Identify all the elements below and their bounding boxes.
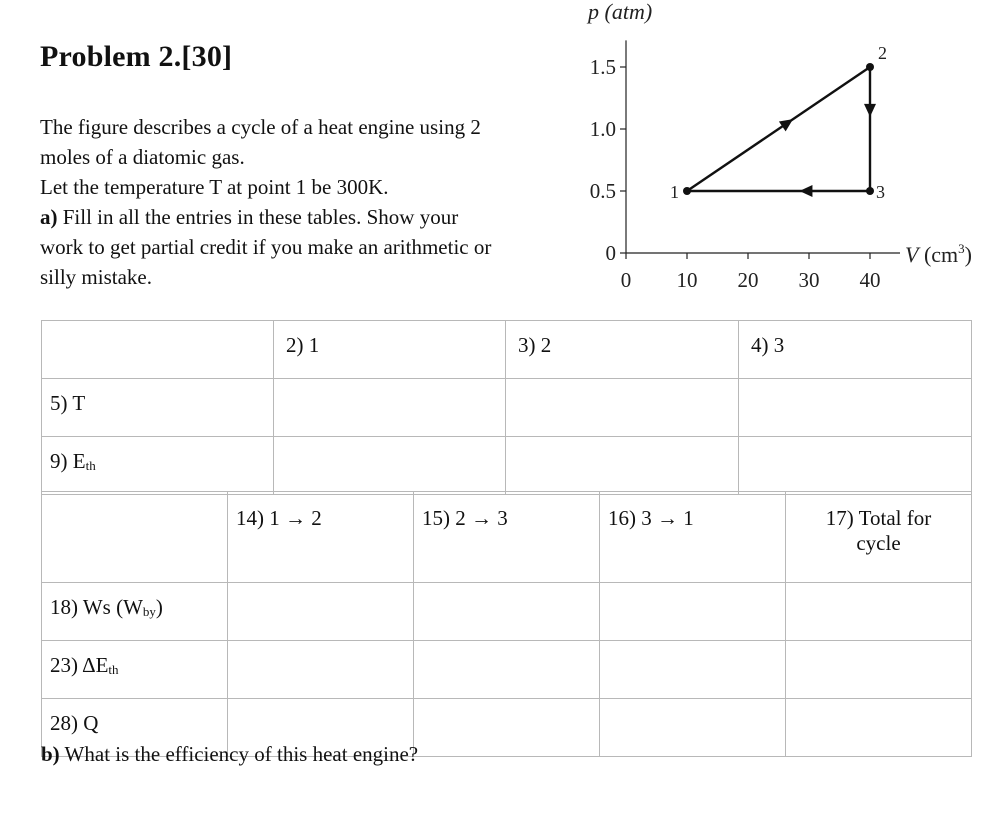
answer-cell[interactable] — [414, 641, 600, 699]
state-point-1 — [683, 187, 691, 195]
table2-row-label-work: 18) Ws (Wby) — [42, 583, 228, 641]
table1-header-point-1: 2) 1 — [274, 321, 506, 379]
y-tick-label: 0 — [605, 241, 616, 265]
table2-header-total: 17) Total for cycle — [786, 492, 972, 583]
process-table — [41, 491, 972, 757]
table2-header-process-1-2: 14) 1 → 2 — [228, 492, 414, 583]
problem-title: Problem 2.[30] — [40, 40, 233, 73]
table1-header-point-3: 4) 3 — [739, 321, 972, 379]
y-tick-label: 0.5 — [589, 179, 616, 203]
table1-row-label-temperature: 5) T — [42, 379, 274, 437]
state-point-label: 2 — [878, 43, 887, 63]
state-point-3 — [866, 187, 874, 195]
direction-arrow-icon — [779, 119, 793, 131]
y-tick-label: 1.0 — [589, 117, 616, 141]
table2-row-label-heat: 28) Q — [42, 699, 228, 757]
answer-cell[interactable] — [274, 437, 506, 495]
state-table — [41, 320, 972, 495]
intro-line: work to get partial credit if you make an arithmetic or — [40, 235, 492, 259]
answer-cell[interactable] — [786, 641, 972, 699]
y-tick-label: 1.5 — [589, 55, 616, 79]
x-tick-label: 30 — [798, 268, 820, 292]
problem-intro — [40, 112, 570, 292]
answer-cell[interactable] — [786, 699, 972, 757]
answer-cell[interactable] — [414, 583, 600, 641]
answer-cell[interactable] — [786, 583, 972, 641]
x-tick-label: 20 — [737, 268, 759, 292]
x-tick-label: 10 — [676, 268, 698, 292]
direction-arrow-icon — [864, 104, 876, 117]
x-axis-label: V $(cm^3)$ — [905, 241, 972, 267]
x-tick-label: 0 — [620, 268, 632, 292]
intro-line: silly mistake. — [40, 265, 152, 289]
answer-cell[interactable] — [274, 379, 506, 437]
answer-cell[interactable] — [600, 583, 786, 641]
intro-line: The figure describes a cycle of a heat engine using 2 — [40, 115, 481, 139]
x-tick-label: 40 — [859, 268, 881, 292]
answer-cell[interactable] — [506, 379, 739, 437]
table1-row-label-thermal-energy: 9) Eth — [42, 437, 274, 495]
part-b-question — [41, 742, 418, 767]
cycle-segment-1-2 — [687, 67, 870, 191]
answer-cell[interactable] — [228, 641, 414, 699]
answer-cell[interactable] — [600, 641, 786, 699]
y-axis-label: p (atm) — [588, 0, 653, 24]
answer-cell[interactable] — [600, 699, 786, 757]
intro-line: Let the temperature T at point 1 be 300K. — [40, 175, 389, 199]
table2-header-process-3-1: 16) 3 → 1 — [600, 492, 786, 583]
answer-cell[interactable] — [414, 699, 600, 757]
state-point-2 — [866, 63, 874, 71]
part-a-label: a) — [40, 205, 58, 229]
table2-row-label-delta-thermal-energy: 23) ΔEth — [42, 641, 228, 699]
state-point-label: 3 — [876, 182, 885, 202]
part-b-text: What is the efficiency of this heat engine? — [59, 742, 419, 766]
state-point-label: 1 — [670, 182, 679, 202]
intro-line — [40, 202, 570, 232]
answer-cell[interactable] — [228, 583, 414, 641]
answer-cell[interactable] — [739, 379, 972, 437]
table1-corner-cell — [42, 321, 274, 379]
answer-cell[interactable] — [739, 437, 972, 495]
answer-cell[interactable] — [506, 437, 739, 495]
table2-header-process-2-3: 15) 2 → 3 — [414, 492, 600, 583]
part-b-label: b) — [41, 742, 60, 766]
intro-line: moles of a diatomic gas. — [40, 145, 245, 169]
direction-arrow-icon — [799, 185, 812, 197]
table1-header-point-2: 3) 2 — [506, 321, 739, 379]
part-a-text: Fill in all the entries in these tables. Show your — [57, 205, 459, 229]
table2-corner-cell — [42, 492, 228, 583]
